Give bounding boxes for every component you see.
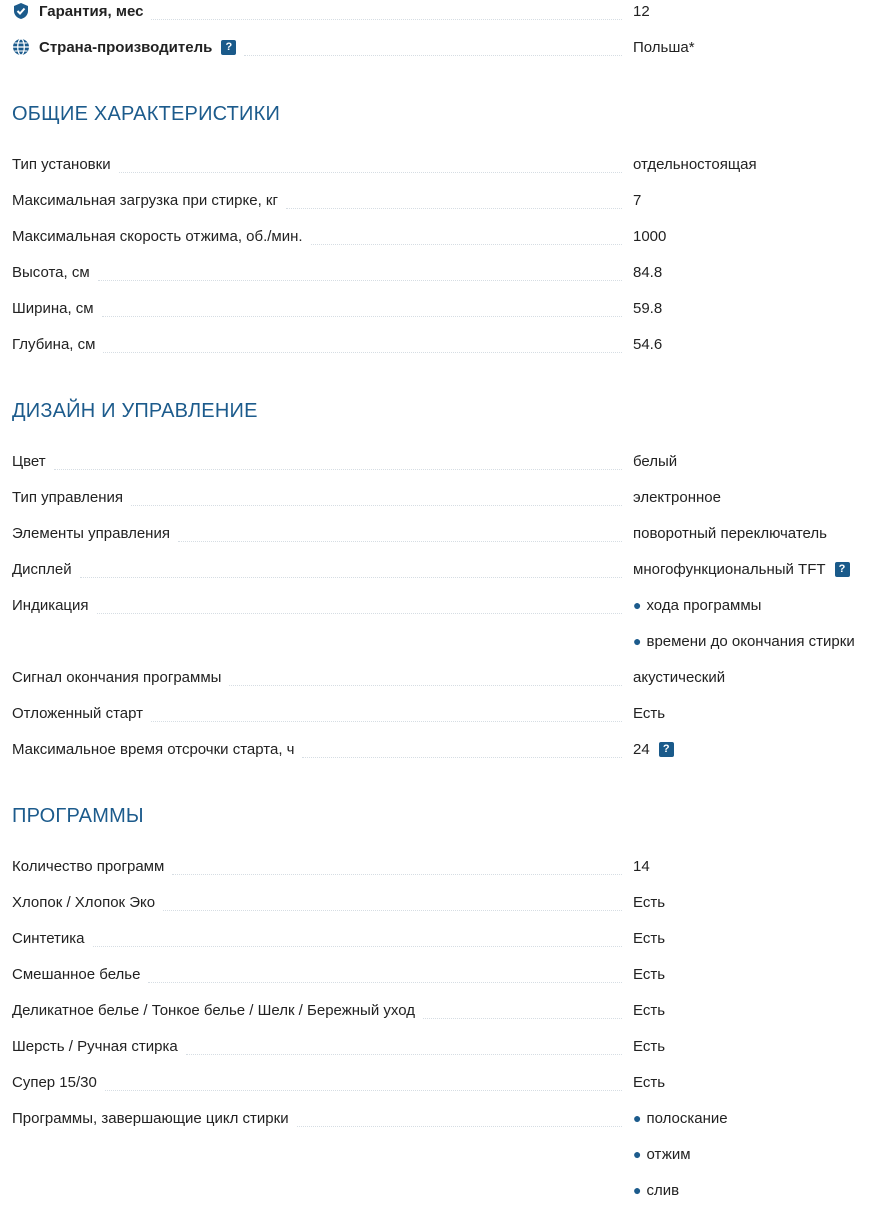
- spec-name: [12, 992, 622, 1028]
- spec-value: 12: [633, 2, 650, 20]
- bullet-icon: ●: [633, 1146, 642, 1162]
- dotted-leader: [80, 565, 622, 578]
- spec-row: [0, 146, 870, 182]
- spec-label: Страна-производитель: [39, 39, 218, 56]
- spec-label: Глубина, см: [12, 336, 101, 353]
- dotted-leader: [286, 196, 622, 209]
- spec-name: [12, 551, 622, 587]
- spec-label: Количество программ: [12, 858, 170, 875]
- spec-label: Шерсть / Ручная стирка: [12, 1038, 184, 1055]
- spec-value: 84.8: [633, 263, 663, 281]
- spec-name: [12, 920, 622, 956]
- spec-name: [12, 587, 622, 623]
- dotted-leader: [302, 745, 622, 758]
- spec-name: [12, 326, 622, 362]
- dotted-leader: [103, 340, 622, 353]
- spec-row: [0, 1028, 870, 1064]
- spec-label: Элементы управления: [12, 525, 176, 542]
- spec-label: Индикация: [12, 597, 95, 614]
- dotted-leader: [131, 493, 622, 506]
- spec-value-item: [633, 1100, 728, 1136]
- dotted-leader: [229, 673, 622, 686]
- spec-value-text: полоскание: [646, 1109, 728, 1127]
- spec-row: [0, 884, 870, 920]
- spec-row: [0, 443, 870, 479]
- help-icon[interactable]: ?: [835, 562, 850, 577]
- spec-name: [12, 0, 622, 29]
- spec-value-text: слив: [646, 1181, 680, 1199]
- spec-name: [12, 1028, 622, 1064]
- spec-value: Есть: [633, 965, 666, 983]
- spec-label: Синтетика: [12, 930, 91, 947]
- spec-row: [0, 920, 870, 956]
- spec-value-item: [633, 1136, 691, 1172]
- dotted-leader: [311, 232, 622, 245]
- spec-label: Максимальная загрузка при стирке, кг: [12, 192, 284, 209]
- dotted-leader: [151, 7, 622, 20]
- section-title-general: ОБЩИЕ ХАРАКТЕРИСТИКИ: [12, 103, 281, 125]
- dotted-leader: [98, 268, 622, 281]
- spec-value-item: [633, 587, 761, 623]
- spec-label: Хлопок / Хлопок Эко: [12, 894, 161, 911]
- shield-check-icon: [12, 2, 30, 20]
- spec-value: Есть: [633, 1073, 666, 1091]
- bullet-icon: ●: [633, 633, 642, 649]
- spec-value: акустический: [633, 668, 726, 686]
- spec-name: [12, 290, 622, 326]
- help-icon[interactable]: ?: [659, 742, 674, 757]
- dotted-leader: [163, 898, 622, 911]
- spec-label: Цвет: [12, 453, 52, 470]
- spec-value-text: 24: [633, 740, 650, 758]
- spec-row-warranty: [0, 0, 870, 29]
- spec-value-text: времени до окончания стирки: [646, 632, 855, 650]
- spec-label: Высота, см: [12, 264, 96, 281]
- spec-name: [12, 848, 622, 884]
- spec-value: 1000: [633, 227, 667, 245]
- spec-row: [0, 290, 870, 326]
- spec-name: [12, 659, 622, 695]
- dotted-leader: [105, 1078, 622, 1091]
- spec-row: [0, 218, 870, 254]
- spec-label: Деликатное белье / Тонкое белье / Шелк / Бережный уход: [12, 1002, 421, 1019]
- dotted-leader: [93, 934, 622, 947]
- spec-row: [0, 515, 870, 551]
- spec-row: [0, 731, 870, 767]
- dotted-leader: [97, 601, 622, 614]
- spec-name: [12, 182, 622, 218]
- spec-label: Смешанное белье: [12, 966, 146, 983]
- spec-value: 59.8: [633, 299, 663, 317]
- dotted-leader: [148, 970, 622, 983]
- spec-name: [12, 146, 622, 182]
- spec-label: Супер 15/30: [12, 1074, 103, 1091]
- dotted-leader: [151, 709, 622, 722]
- spec-label: Дисплей: [12, 561, 78, 578]
- spec-name: [12, 884, 622, 920]
- dotted-leader: [423, 1006, 622, 1019]
- spec-row: [0, 326, 870, 362]
- spec-row: [0, 659, 870, 695]
- dotted-leader: [54, 457, 622, 470]
- spec-value: Польша*: [633, 38, 695, 56]
- spec-label: Тип установки: [12, 156, 117, 173]
- spec-label: Отложенный старт: [12, 705, 149, 722]
- spec-row: [0, 587, 870, 623]
- help-icon[interactable]: ?: [221, 40, 236, 55]
- spec-label: Максимальное время отсрочки старта, ч: [12, 741, 300, 758]
- spec-value: Есть: [633, 893, 666, 911]
- section-title-design: ДИЗАЙН И УПРАВЛЕНИЕ: [12, 400, 258, 422]
- dotted-leader: [119, 160, 622, 173]
- spec-value: Есть: [633, 1001, 666, 1019]
- spec-value: белый: [633, 452, 678, 470]
- spec-row: [0, 479, 870, 515]
- spec-value: 14: [633, 857, 650, 875]
- spec-name: [12, 515, 622, 551]
- spec-name: [12, 479, 622, 515]
- spec-value: Есть: [633, 1037, 666, 1055]
- spec-row: [0, 695, 870, 731]
- spec-row-country: [0, 29, 870, 65]
- spec-row: [0, 848, 870, 884]
- bullet-icon: ●: [633, 597, 642, 613]
- spec-name: [12, 254, 622, 290]
- dotted-leader: [172, 862, 622, 875]
- spec-label: Максимальная скорость отжима, об./мин.: [12, 228, 309, 245]
- section-title-programs: ПРОГРАММЫ: [12, 805, 144, 827]
- spec-row: [0, 551, 870, 587]
- spec-label: Программы, завершающие цикл стирки: [12, 1110, 295, 1127]
- spec-name: [12, 1064, 622, 1100]
- spec-value: 7: [633, 191, 642, 209]
- spec-name: [12, 731, 622, 767]
- spec-value: поворотный переключатель: [633, 524, 827, 542]
- spec-value-text: отжим: [646, 1145, 691, 1163]
- spec-name: [12, 29, 622, 65]
- spec-value-item: [633, 623, 855, 659]
- spec-row: [0, 992, 870, 1028]
- dotted-leader: [178, 529, 622, 542]
- spec-label: Тип управления: [12, 489, 129, 506]
- spec-value: [633, 731, 674, 767]
- spec-row: [0, 182, 870, 218]
- dotted-leader: [244, 43, 622, 56]
- spec-value: 54.6: [633, 335, 663, 353]
- dotted-leader: [186, 1042, 622, 1055]
- spec-name: [12, 1100, 622, 1136]
- spec-label: Гарантия, мес: [39, 3, 149, 20]
- spec-row: [0, 956, 870, 992]
- spec-row: [0, 254, 870, 290]
- spec-value-text: хода программы: [646, 596, 762, 614]
- spec-name: [12, 218, 622, 254]
- spec-value-item: [633, 1172, 679, 1208]
- spec-value: электронное: [633, 488, 721, 506]
- globe-icon: [12, 38, 30, 56]
- spec-value-text: многофункциональный TFT: [633, 560, 826, 578]
- spec-row: [0, 1100, 870, 1136]
- spec-name: [12, 956, 622, 992]
- spec-name: [12, 695, 622, 731]
- spec-label: Сигнал окончания программы: [12, 669, 227, 686]
- spec-value: [633, 551, 850, 587]
- bullet-icon: ●: [633, 1110, 642, 1126]
- spec-label: Ширина, см: [12, 300, 100, 317]
- dotted-leader: [102, 304, 622, 317]
- bullet-icon: ●: [633, 1182, 642, 1198]
- spec-value: Есть: [633, 704, 666, 722]
- spec-value: Есть: [633, 929, 666, 947]
- spec-row: [0, 1064, 870, 1100]
- dotted-leader: [297, 1114, 622, 1127]
- spec-name: [12, 443, 622, 479]
- spec-value: отдельностоящая: [633, 155, 757, 173]
